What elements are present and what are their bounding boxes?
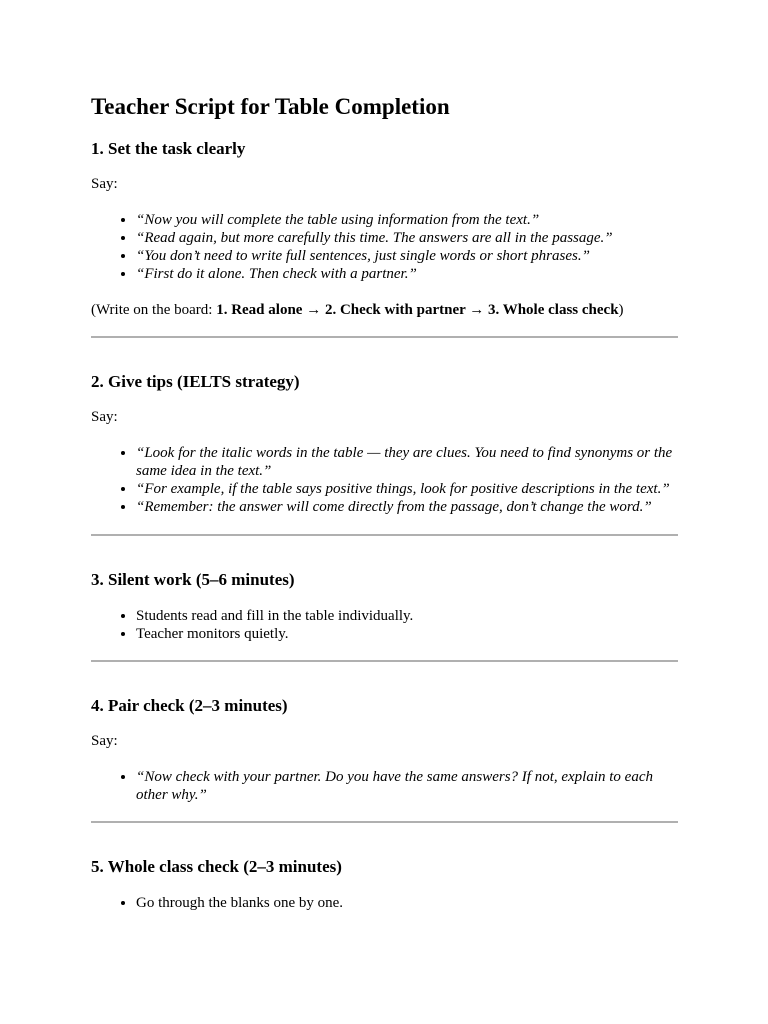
list-item: • “Now you will complete the table using information from the text.” (136, 211, 678, 229)
board-note (91, 301, 678, 319)
board-steps: 1. Read alone → 2. Check with partner → 3. Whole class check (216, 302, 619, 318)
divider (91, 821, 678, 823)
document-title: Teacher Script for Table Completion (91, 94, 450, 119)
section-4-say: Say: (91, 733, 118, 749)
list-item: • “Now check with your partner. Do you have the same answers? If not, explain to each other why.” (136, 768, 678, 804)
section-4-heading: 4. Pair check (2–3 minutes) (91, 696, 288, 715)
list-item: • “You don’t need to write full sentences, just single words or short phrases.” (136, 247, 678, 265)
divider (91, 336, 678, 338)
section-3-list (91, 607, 678, 643)
section-1-list (91, 211, 678, 283)
divider (91, 660, 678, 662)
section-5-heading: 5. Whole class check (2–3 minutes) (91, 857, 342, 876)
section-2-heading: 2. Give tips (IELTS strategy) (91, 372, 300, 391)
section-2-list (91, 444, 678, 516)
section-1-heading: 1. Set the task clearly (91, 139, 246, 158)
list-item: • “For example, if the table says positive things, look for positive descriptions in the text.” (136, 480, 678, 498)
list-item: • “Remember: the answer will come directly from the passage, don’t change the word.” (136, 498, 678, 516)
section-4-list (91, 768, 678, 804)
divider (91, 534, 678, 536)
list-item: • “Read again, but more carefully this time. The answers are all in the passage.” (136, 229, 678, 247)
section-3-heading: 3. Silent work (5–6 minutes) (91, 570, 295, 589)
list-item: • Students read and fill in the table individually. (136, 607, 678, 625)
list-item: • Go through the blanks one by one. (136, 894, 678, 912)
section-5-list (91, 894, 678, 912)
list-item: • “First do it alone. Then check with a partner.” (136, 265, 678, 283)
document-body (91, 93, 678, 912)
board-note-prefix: (Write on the board: (91, 302, 217, 318)
list-item: • Teacher monitors quietly. (136, 625, 678, 643)
list-item: • “Look for the italic words in the table — they are clues. You need to find synonyms or the same idea in the text.” (136, 444, 678, 480)
section-1-say: Say: (91, 176, 118, 192)
board-note-suffix: ) (618, 302, 624, 318)
section-2-say: Say: (91, 409, 118, 425)
